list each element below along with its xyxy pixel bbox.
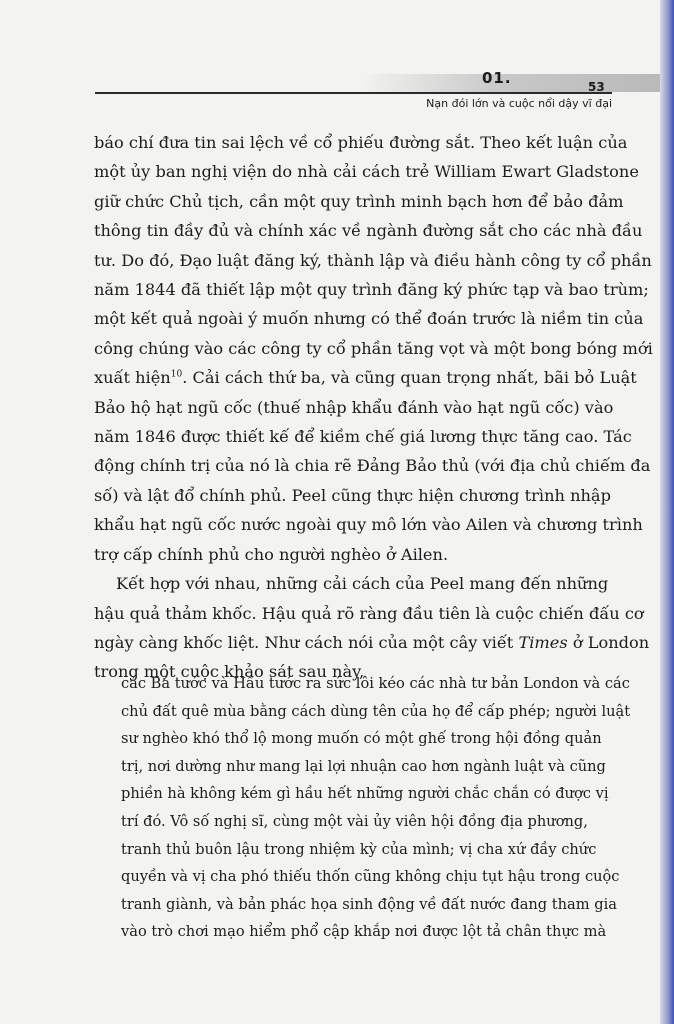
body-line: động chính trị của nó là chia rẽ Đảng Bảo thủ (với địa chủ chiếm đa [94,456,651,476]
chapter-number: 01. [482,69,512,87]
page-edge [660,0,674,1024]
body-line: giữ chức Chủ tịch, cần một quy trình minh bạch hơn để bảo đảm [94,191,624,211]
page-number: 53 [588,80,605,94]
body-line: Bảo hộ hạt ngũ cốc (thuế nhập khẩu đánh vào hạt ngũ cốc) vào [94,397,614,417]
quote-line: trị, nơi dường như mang lại lợi nhuận cao hơn ngành luật và cũng [121,757,606,775]
body-line: một ủy ban nghị viện do nhà cải cách trẻ William Ewart Gladstone [94,162,639,182]
quote-line: trí đó. Vô số nghị sĩ, cùng một vài ủy viên hội đồng địa phương, [121,812,588,830]
line-text: ở London [567,632,650,652]
quote-line: tranh thủ buôn lậu trong nhiệm kỳ của mình; vị cha xứ đầy chức [121,840,597,858]
header-rule [95,92,612,94]
quote-line: phiền hà không kém gì hầu hết những người chắc chắn có được vị [121,785,609,803]
body-line: số) và lật đổ chính phủ. Peel cũng thực hiện chương trình nhập [94,485,611,505]
body-line: báo chí đưa tin sai lệch về cổ phiếu đường sắt. Theo kết luận của [94,133,628,152]
quote-line: vào trò chơi mạo hiểm phổ cập khắp nơi được lột tả chân thực mà [121,923,607,941]
line-text: xuất hiện [94,368,171,388]
body-text [94,128,653,687]
line-text: . Cải cách thứ ba, và cũng quan trọng nhất, bãi bỏ Luật [182,368,637,388]
body-line: trợ cấp chính phủ cho người nghèo ở Ailen. [94,544,449,564]
body-line: thông tin đầy đủ và chính xác về ngành đường sắt cho các nhà đầu [94,221,643,241]
body-line: Kết hợp với nhau, những cải cách của Peel mang đến những [116,574,609,594]
body-line: một kết quả ngoài ý muốn nhưng có thể đoán trước là niềm tin của [94,309,644,329]
body-line: hậu quả thảm khốc. Hậu quả rõ ràng đầu tiên là cuộc chiến đấu cơ [94,603,644,623]
body-line: năm 1846 được thiết kế để kiềm chế giá lương thực tăng cao. Tác [94,427,632,447]
body-line: tư. Do đó, Đạo luật đăng ký, thành lập và điều hành công ty cổ phần [94,250,652,270]
quote-line: quyền và vị cha phó thiếu thốn cũng không chịu tụt hậu trong cuộc [121,868,620,886]
body-line: khẩu hạt ngũ cốc nước ngoài quy mô lớn vào Ailen và chương trình [94,515,643,535]
quote-line: sư nghèo khó thổ lộ mong muốn có một ghế trong hội đồng quản [121,730,602,748]
block-quote [121,670,631,946]
body-line: công chúng vào các công ty cổ phần tăng vọt và một bong bóng mới [94,338,653,358]
footnote-ref: 10 [170,369,183,380]
quote-line: chủ đất quê mùa bằng cách dùng tên của họ để cấp phép; người luật [121,702,631,720]
body-line: năm 1844 đã thiết lập một quy trình đăng ký phức tạp và bao trùm; [94,280,649,300]
body-line: trong một cuộc khảo sát sau này, [94,662,365,682]
body-line [94,363,637,392]
chapter-title: Nạn đói lớn và cuộc nổi dậy vĩ đại [426,97,612,110]
quote-line: tranh giành, và bản phác họa sinh động về đất nước đang tham gia [121,895,617,913]
line-text: ngày càng khốc liệt. Như cách nói của một cây viết [94,632,514,652]
quote-line: các Bá tước và Hầu tước ra sức lôi kéo các nhà tư bản London và các [121,675,630,692]
body-line [94,628,650,657]
italic-title: Times [518,632,568,652]
